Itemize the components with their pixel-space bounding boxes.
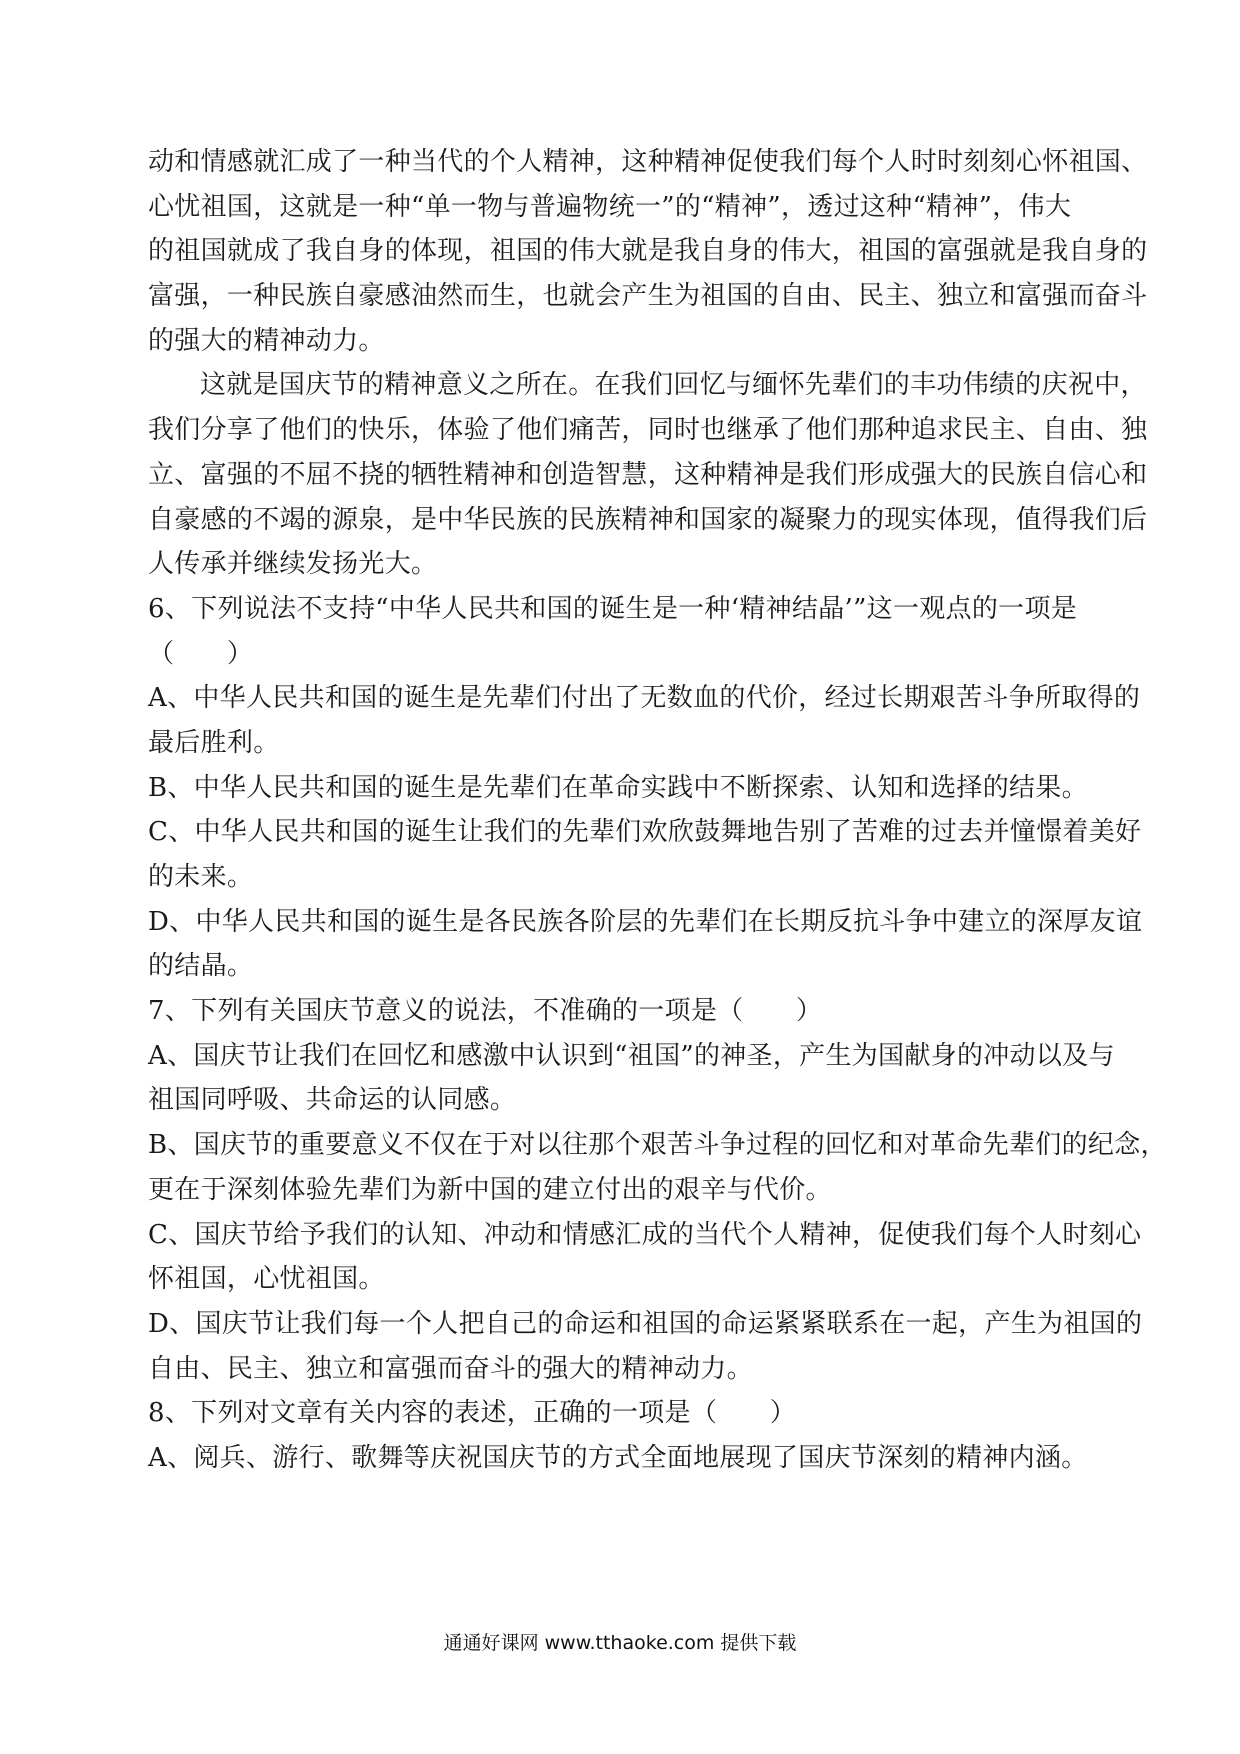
document-body xyxy=(148,140,1167,1481)
option-d-cont: 自由、民主、独立和富强而奋斗的强大的精神动力。 xyxy=(148,1353,753,1384)
option-a: A、国庆节让我们在回忆和感激中认识到“祖国”的神圣，产生为国献身的冲动以及与 xyxy=(148,1040,1115,1071)
text-line: 的强大的精神动力。 xyxy=(148,325,385,356)
option-d: D、国庆节让我们每一个人把自己的命运和祖国的命运紧紧联系在一起，产生为祖国的 xyxy=(148,1308,1143,1339)
option-a-cont: 最后胜利。 xyxy=(148,727,280,758)
text-line: 人传承并继续发扬光大。 xyxy=(148,549,438,580)
footer-credit: 通通好课网 www.tthaoke.com 提供下载 xyxy=(443,1632,797,1654)
paragraph-continuation xyxy=(148,140,1148,363)
answer-blank: （ ） xyxy=(148,638,254,669)
text-line: 立、富强的不屈不挠的牺牲精神和创造智慧，这种精神是我们形成强大的民族自信心和 xyxy=(148,459,1148,490)
option-d: D、中华人民共和国的诞生是各民族各阶层的先辈们在长期反抗斗争中建立的深厚友谊 xyxy=(148,906,1143,937)
option-c-cont: 的未来。 xyxy=(148,862,254,892)
option-c-cont: 怀祖国，心忧祖国。 xyxy=(148,1264,385,1295)
option-a-cont: 祖国同呼吸、共命运的认同感。 xyxy=(148,1085,517,1116)
question-6 xyxy=(148,587,1143,989)
text-line: 富强，一种民族自豪感油然而生，也就会产生为祖国的自由、民主、独立和富强而奋斗 xyxy=(148,281,1148,312)
text-line: 动和情感就汇成了一种当代的个人精神，这种精神促使我们每个人时时刻刻心怀祖国、 xyxy=(148,147,1148,177)
option-c: C、中华人民共和国的诞生让我们的先辈们欢欣鼓舞地告别了苦难的过去并憧憬着美好 xyxy=(148,817,1142,848)
option-b: B、国庆节的重要意义不仅在于对以往那个艰苦斗争过程的回忆和对革命先辈们的纪念， xyxy=(148,1130,1167,1161)
text-line: 这就是国庆节的精神意义之所在。在我们回忆与缅怀先辈们的丰功伟绩的庆祝中， xyxy=(200,370,1147,401)
question-stem: 6、下列说法不支持“中华人民共和国的诞生是一种‘精神结晶’”这一观点的一项是 xyxy=(148,593,1078,624)
question-7 xyxy=(148,989,1167,1391)
text-line: 的祖国就成了我自身的体现，祖国的伟大就是我自身的伟大，祖国的富强就是我自身的 xyxy=(148,236,1148,267)
text-line: 心忧祖国，这就是一种“单一物与普遍物统一”的“精神”，透过这种“精神”，伟大 xyxy=(148,191,1072,222)
option-a: A、阅兵、游行、歌舞等庆祝国庆节的方式全面地展现了国庆节深刻的精神内涵。 xyxy=(148,1442,1088,1473)
question-stem: 7、下列有关国庆节意义的说法，不准确的一项是（ ） xyxy=(148,996,823,1027)
option-d-cont: 的结晶。 xyxy=(148,951,254,982)
question-8 xyxy=(148,1391,1100,1480)
text-line: 自豪感的不竭的源泉，是中华民族的民族精神和国家的凝聚力的现实体现，值得我们后 xyxy=(148,504,1148,535)
option-c: C、国庆节给予我们的认知、冲动和情感汇成的当代个人精神，促使我们每个人时刻心 xyxy=(148,1219,1142,1250)
paragraph-meaning xyxy=(148,363,1148,586)
option-b: B、中华人民共和国的诞生是先辈们在革命实践中不断探索、认知和选择的结果。 xyxy=(148,772,1088,803)
text-line: 我们分享了他们的快乐，体验了他们痛苦，同时也继承了他们那种追求民主、自由、独 xyxy=(148,415,1148,446)
option-a: A、中华人民共和国的诞生是先辈们付出了无数血的代价，经过长期艰苦斗争所取得的 xyxy=(148,683,1141,714)
question-stem: 8、下列对文章有关内容的表述，正确的一项是（ ） xyxy=(148,1398,797,1429)
option-b-cont: 更在于深刻体验先辈们为新中国的建立付出的艰辛与代价。 xyxy=(148,1174,832,1205)
